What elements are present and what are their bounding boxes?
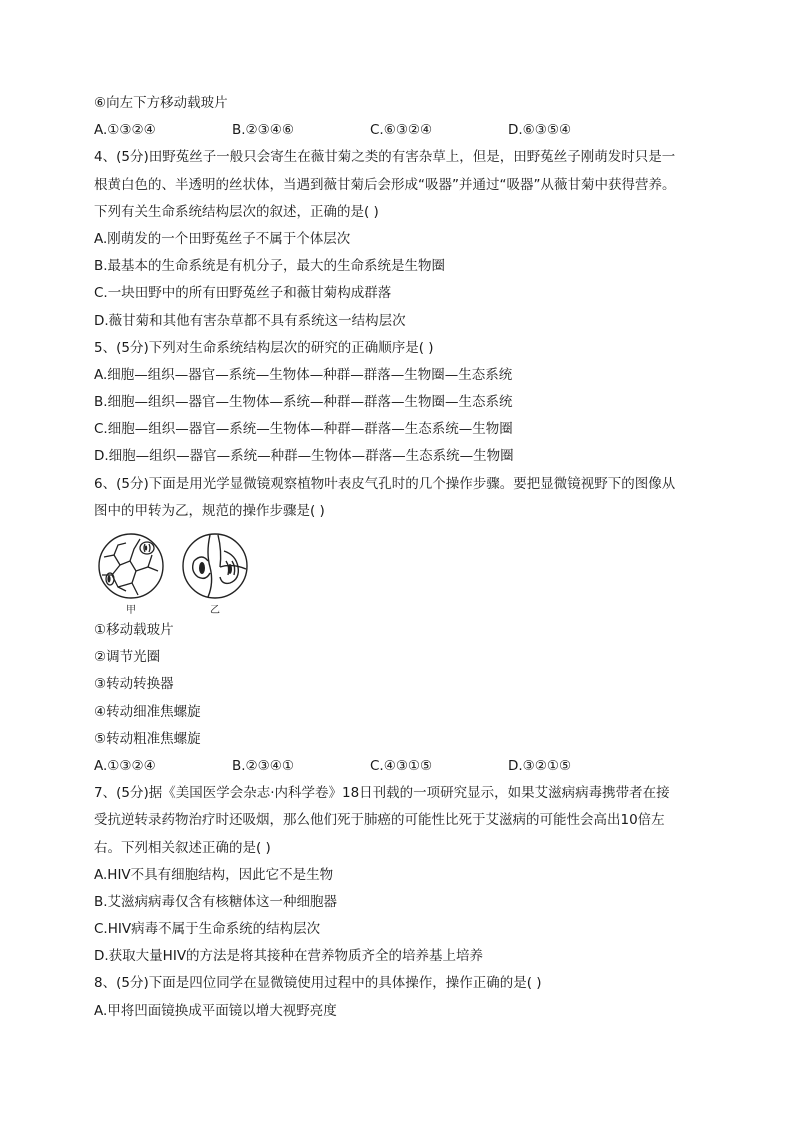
q6-choice-c[interactable]: C.④③①⑤ <box>370 757 433 774</box>
field-of-view-jia-icon <box>96 531 166 601</box>
q7-option-a[interactable]: A.HIV不具有细胞结构，因此它不是生物 <box>94 866 334 883</box>
q7-option-b[interactable]: B.艾滋病病毒仅含有核糖体这一种细胞器 <box>94 893 338 910</box>
label-jia: 甲 <box>126 605 136 616</box>
q5-option-b[interactable]: B.细胞—组织—器官—生物体—系统—种群—群落—生物圈—生态系统 <box>94 394 513 411</box>
q6-step-2: ②调节光圈 <box>94 649 161 666</box>
q3-choice-b[interactable]: B.②③④⑥ <box>232 122 294 139</box>
q3-choice-c[interactable]: C.⑥③②④ <box>370 122 433 139</box>
q3-choices <box>94 117 706 144</box>
microscope-figure <box>94 531 706 617</box>
q4-stem-3: 下列有关生命系统结构层次的叙述，正确的是( ) <box>94 203 379 220</box>
q3-choice-a[interactable]: A.①③②④ <box>94 122 156 139</box>
q4-stem-2: 根黄白色的、半透明的丝状体，当遇到薇甘菊后会形成“吸器”并通过“吸器”从薇甘菊中获得营养。 <box>94 176 676 193</box>
q6-choice-a[interactable]: A.①③②④ <box>94 757 156 774</box>
label-yi: 乙 <box>210 605 220 616</box>
q5-option-d[interactable]: D.细胞—组织—器官—系统—种群—生物体—群落—生态系统—生物圈 <box>94 448 514 465</box>
q4-option-a[interactable]: A.刚萌发的一个田野菟丝子不属于个体层次 <box>94 230 351 247</box>
q7-option-c[interactable]: C.HIV病毒不属于生命系统的结构层次 <box>94 921 321 938</box>
field-of-view-yi-icon <box>180 531 250 601</box>
q6-choice-d[interactable]: D.③②①⑤ <box>508 757 572 774</box>
q4-option-d[interactable]: D.薇甘菊和其他有害杂草都不具有系统这一结构层次 <box>94 312 406 329</box>
q4-stem-1: 4、(5分)田野菟丝子一般只会寄生在薇甘菊之类的有害杂草上，但是，田野菟丝子刚萌发时只是一 <box>94 149 676 166</box>
q6-stem-2: 图中的甲转为乙，规范的操作步骤是( ) <box>94 502 325 519</box>
q6-step-1: ①移动载玻片 <box>94 622 174 638</box>
q5-option-c[interactable]: C.细胞—组织—器官—系统—生物体—种群—群落—生态系统—生物圈 <box>94 421 513 438</box>
q6-choices <box>94 753 706 780</box>
q6-step-5: ⑤转动粗准焦螺旋 <box>94 730 201 747</box>
q5-option-a[interactable]: A.细胞—组织—器官—系统—生物体—种群—群落—生物圈—生态系统 <box>94 366 513 383</box>
q6-step-3: ③转动转换器 <box>94 676 174 693</box>
q3-choice-d[interactable]: D.⑥③⑤④ <box>508 122 572 139</box>
q7-stem-1: 7、(5分)据《美国医学会杂志·内科学卷》18日刊载的一项研究显示，如果艾滋病病毒携带者在接 <box>94 785 670 802</box>
q7-stem-2: 受抗逆转录药物治疗时还吸烟，那么他们死于肺癌的可能性比死于艾滋病的可能性会高出10倍左 <box>94 812 665 829</box>
q4-option-c[interactable]: C.一块田野中的所有田野菟丝子和薇甘菊构成群落 <box>94 285 392 302</box>
step-6: ⑥向左下方移动载玻片 <box>94 95 228 111</box>
q5-stem: 5、(5分)下列对生命系统结构层次的研究的正确顺序是( ) <box>94 339 434 356</box>
exam-page <box>94 90 706 1025</box>
q6-step-4: ④转动细准焦螺旋 <box>94 703 201 720</box>
q7-stem-3: 右。下列相关叙述正确的是( ) <box>94 839 271 856</box>
q8-stem: 8、(5分)下面是四位同学在显微镜使用过程中的具体操作，操作正确的是( ) <box>94 975 542 992</box>
q7-option-d[interactable]: D.获取大量HIV的方法是将其接种在营养物质齐全的培养基上培养 <box>94 948 484 965</box>
q8-option-a[interactable]: A.甲将凹面镜换成平面镜以增大视野亮度 <box>94 1002 337 1019</box>
q4-option-b[interactable]: B.最基本的生命系统是有机分子，最大的生命系统是生物圈 <box>94 258 446 275</box>
q6-stem-1: 6、(5分)下面是用光学显微镜观察植物叶表皮气孔时的几个操作步骤。要把显微镜视野下的图像从 <box>94 475 676 492</box>
q6-choice-b[interactable]: B.②③④① <box>232 757 294 774</box>
